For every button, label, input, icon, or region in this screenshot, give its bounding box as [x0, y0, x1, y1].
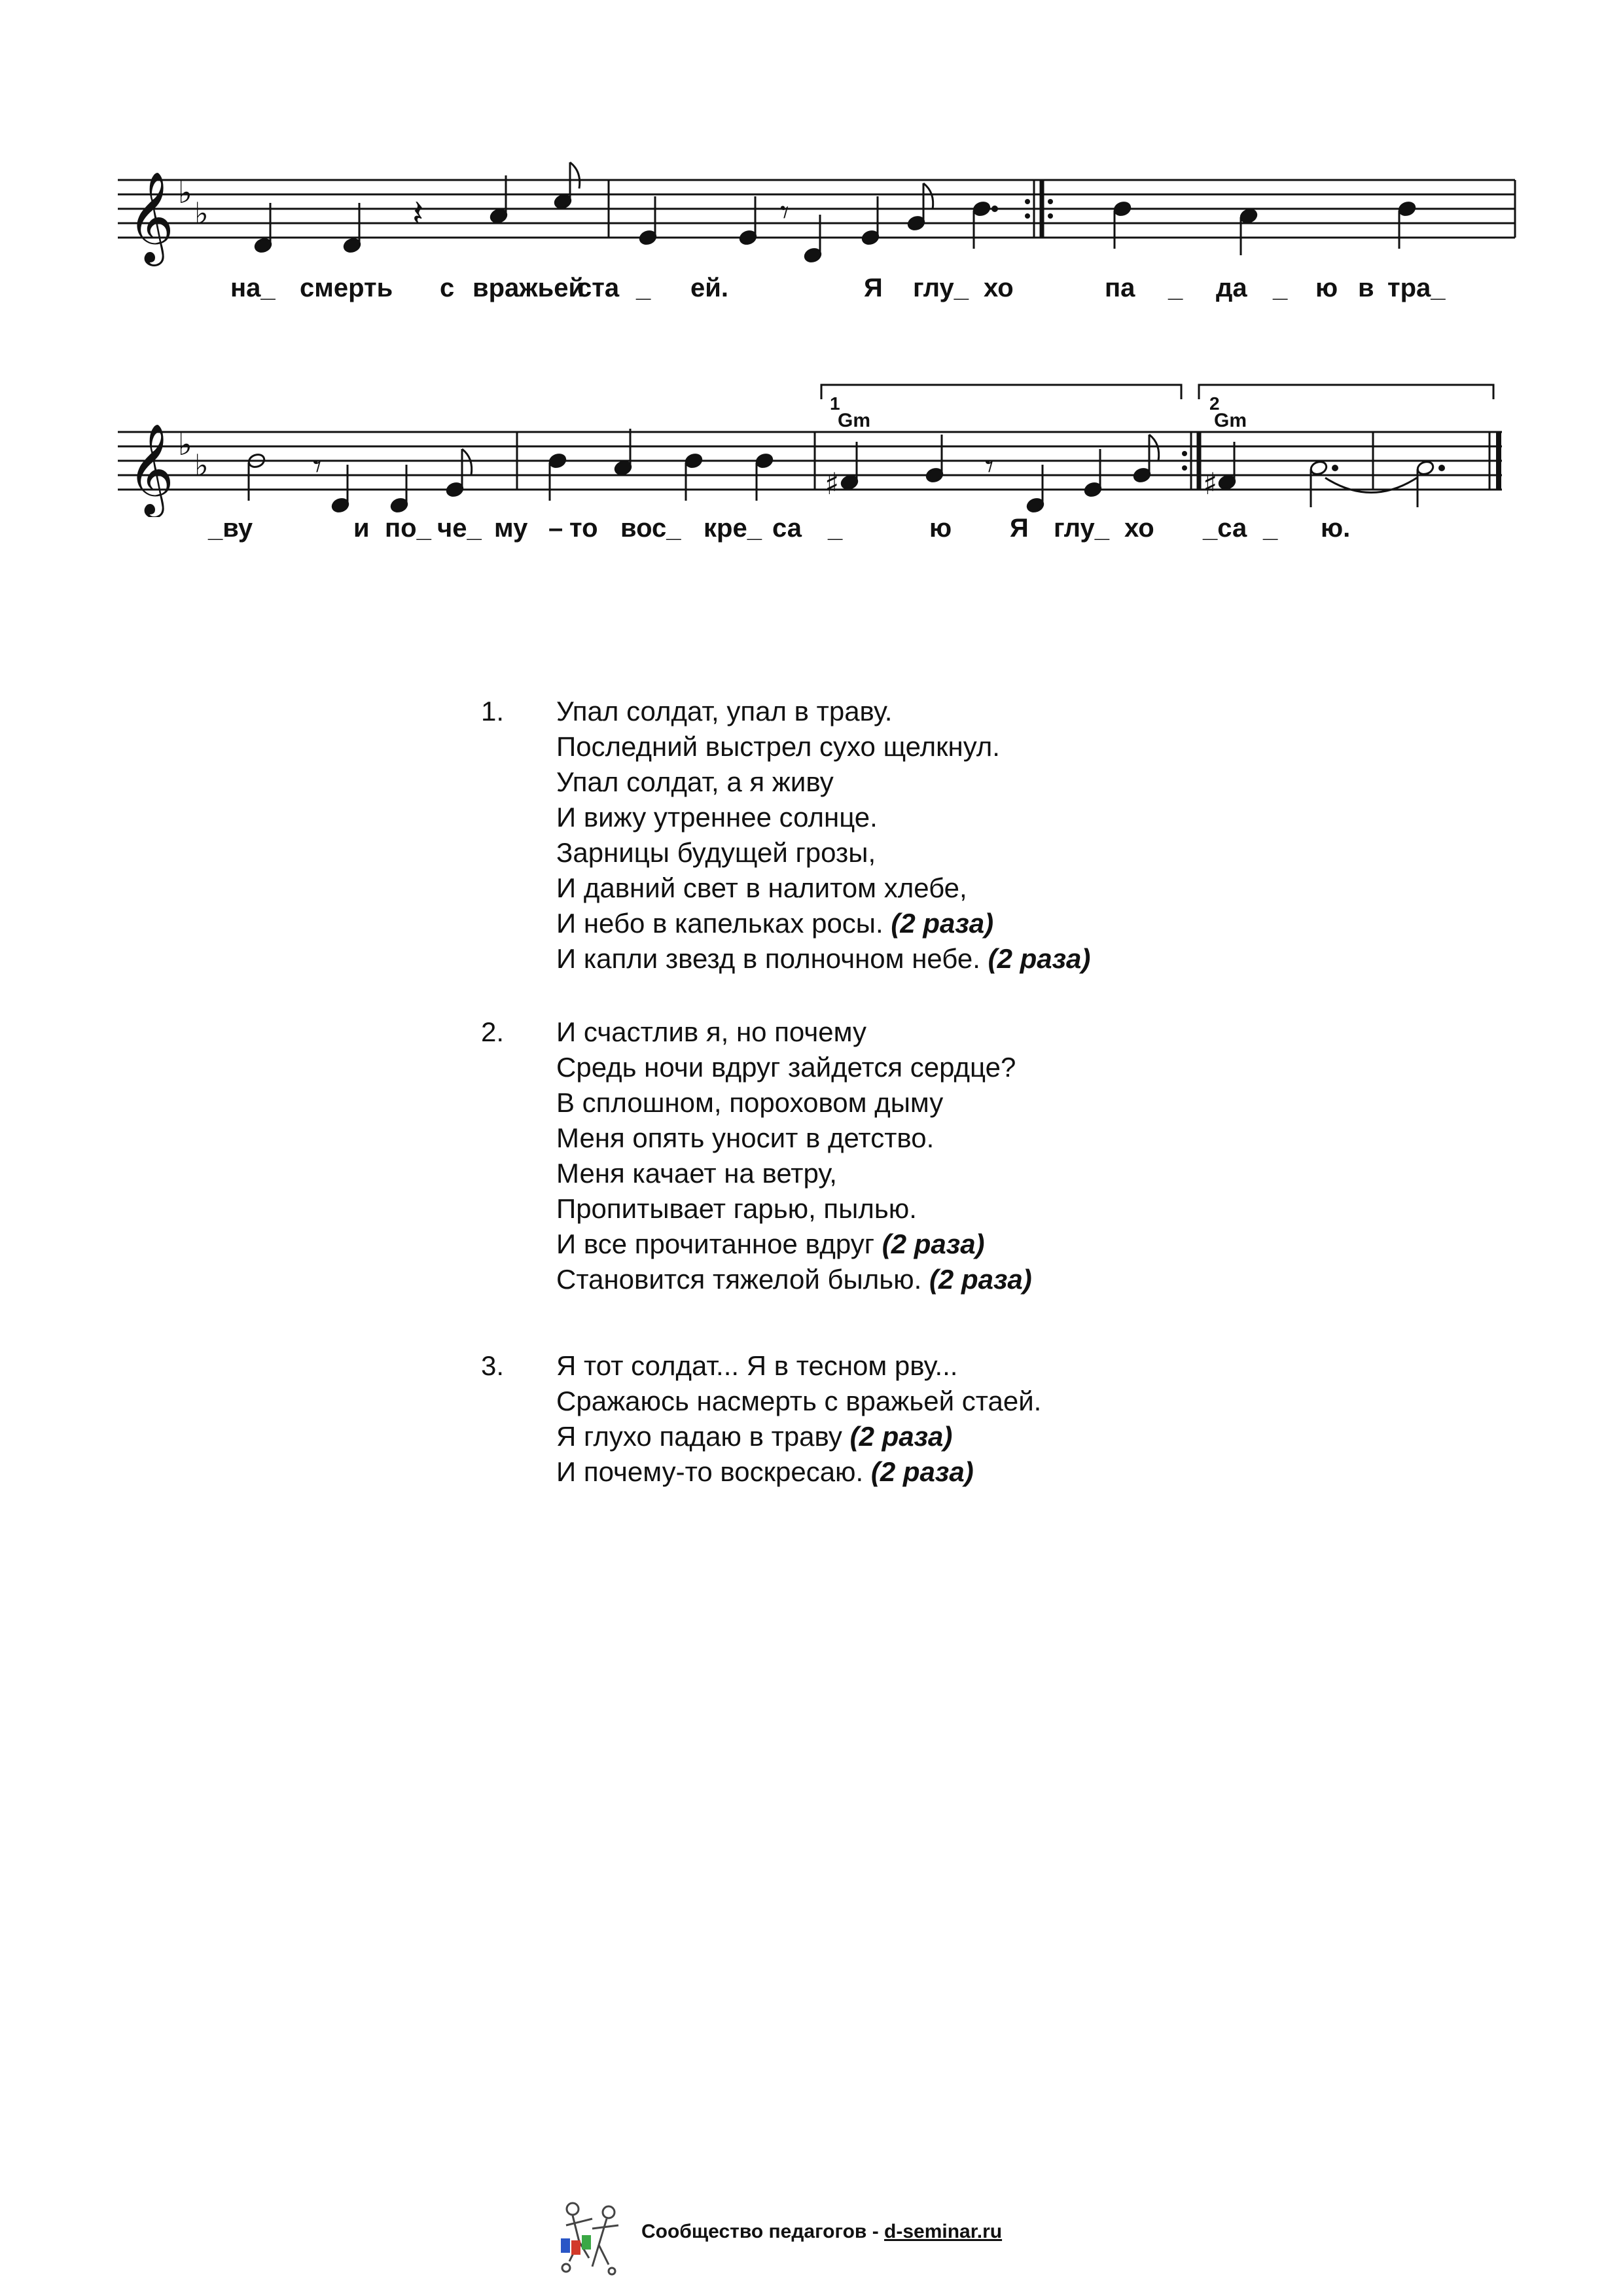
- lyric-syllable: глу_: [1054, 514, 1110, 543]
- lyric-syllable: _ву: [208, 514, 253, 543]
- lyric-syllable: на_: [230, 274, 276, 302]
- verse-line: [556, 1419, 1041, 1454]
- verse-number: 1.: [481, 696, 505, 726]
- lyric-syllable: смерть: [300, 274, 393, 302]
- lyric-syllable: че_: [437, 514, 482, 543]
- repeat-marker: (2 раза): [870, 1456, 974, 1487]
- lyric-syllable: с: [440, 274, 455, 302]
- lyric-syllable: му: [494, 514, 528, 543]
- verse-line-text: Зарницы будущей грозы,: [556, 837, 876, 868]
- lyric-syllable: _: [636, 274, 651, 302]
- verse-line-text: И капли звезд в полночном небе.: [556, 943, 980, 974]
- footer-label: Сообщество педагогов -: [641, 2221, 879, 2242]
- lyric-syllable: вос_: [620, 514, 681, 543]
- verse-number: 3.: [481, 1350, 505, 1381]
- flat-icon: ♭: [178, 175, 192, 210]
- verse-line: [556, 1085, 1032, 1121]
- verse-line-text: Становится тяжелой былью.: [556, 1264, 922, 1295]
- verse-line: [556, 1227, 1032, 1262]
- verse-line: [556, 800, 1090, 835]
- lyric-syllable: Я: [1010, 514, 1029, 543]
- verse-line: [556, 1156, 1032, 1191]
- verse-line: [556, 1454, 1041, 1490]
- lyric-syllable: ю: [1315, 274, 1338, 302]
- second-ending-number: 2: [1209, 393, 1220, 414]
- lyric-syllable: _: [828, 514, 843, 543]
- lyric-syllable: ста: [577, 274, 620, 302]
- repeat-marker: (2 раза): [929, 1264, 1032, 1295]
- repeat-marker: (2 раза): [891, 908, 994, 939]
- lyric-syllable: Я: [864, 274, 883, 302]
- lyric-syllable: _: [1263, 514, 1278, 543]
- lyric-syllable: _: [1273, 274, 1288, 302]
- lyric-syllable: ю.: [1321, 514, 1351, 543]
- verse-line-text: Пропитывает гарью, пылью.: [556, 1193, 917, 1224]
- verse-line-text: В сплошном, пороховом дыму: [556, 1087, 944, 1118]
- verse-line: [556, 1050, 1032, 1085]
- verse-line-text: И давний свет в налитом хлебе,: [556, 872, 967, 903]
- verse-line-text: Сражаюсь насмерть с вражьей стаей.: [556, 1386, 1042, 1416]
- volta-brackets: [821, 385, 1493, 399]
- verse-line: [556, 941, 1090, 977]
- lyric-syllable: в: [1358, 274, 1374, 302]
- verse-line: [556, 1262, 1032, 1297]
- lyric-syllable: _: [1168, 274, 1183, 302]
- eighth-rest-icon: 𝄾: [313, 447, 322, 486]
- verse-line-text: И все прочитанное вдруг: [556, 1229, 875, 1259]
- verse-line: [556, 1348, 1041, 1384]
- lyric-syllable: и: [353, 514, 370, 543]
- flat-icon: ♭: [194, 196, 209, 231]
- chord-symbol-gm-1: Gm: [838, 410, 871, 431]
- verse-line-text: Меня опять уносит в детство.: [556, 1122, 935, 1153]
- sharp-icon: ♯: [1203, 466, 1218, 501]
- repeat-marker: (2 раза): [882, 1229, 985, 1259]
- verse-line-text: И вижу утреннее солнце.: [556, 802, 878, 833]
- verse-line-text: И почему-то воскресаю.: [556, 1456, 864, 1487]
- verse-line-text: Я тот солдат... Я в тесном рву...: [556, 1350, 958, 1381]
- verse-line-text: Я глухо падаю в траву: [556, 1421, 842, 1452]
- lyric-syllable: то: [569, 514, 598, 543]
- treble-clef-icon: 𝄞: [128, 171, 174, 262]
- footer-link[interactable]: d-seminar.ru: [884, 2221, 1003, 2242]
- verse-line: [556, 870, 1090, 906]
- flat-icon: ♭: [194, 448, 209, 483]
- verse-line-text: Меня качает на ветру,: [556, 1158, 837, 1189]
- lyric-syllable: хо: [1124, 514, 1154, 543]
- verse-line-text: Средь ночи вдруг зайдется сердце?: [556, 1052, 1016, 1083]
- verse-line-text: Упал солдат, а я живу: [556, 766, 834, 797]
- verse-line-text: Упал солдат, упал в траву.: [556, 696, 893, 726]
- lyric-syllable: _са: [1203, 514, 1247, 543]
- verse-number: 2.: [481, 1016, 505, 1047]
- verse-line: [556, 906, 1090, 941]
- lyrics-line-1: [0, 274, 1623, 313]
- first-ending-number: 1: [830, 393, 840, 414]
- repeat-marker: (2 раза): [849, 1421, 953, 1452]
- lyric-syllable: да: [1216, 274, 1247, 302]
- footer-text: [641, 2221, 1002, 2243]
- verse-line: [556, 1014, 1032, 1050]
- eighth-rest-icon: 𝄾: [985, 447, 994, 486]
- verse-line: [556, 1384, 1041, 1419]
- eighth-rest-icon: 𝄾: [780, 193, 789, 232]
- lyric-syllable: хо: [984, 274, 1014, 302]
- lyric-syllable: глу_: [913, 274, 969, 302]
- lyric-syllable: –: [548, 514, 563, 543]
- children-logo-icon: [546, 2189, 638, 2281]
- repeat-marker: (2 раза): [988, 943, 1091, 974]
- verse-line: [556, 694, 1090, 729]
- lyric-syllable: кре_: [704, 514, 762, 543]
- lyric-syllable: ей.: [690, 274, 728, 302]
- footer: [546, 2189, 1070, 2281]
- quarter-rest-icon: 𝄽: [412, 192, 424, 235]
- verse-line-text: И небо в капельках росы.: [556, 908, 883, 939]
- verse-line-text: Последний выстрел сухо щелкнул.: [556, 731, 1000, 762]
- lyric-syllable: са: [772, 514, 802, 543]
- lyrics-line-2: [0, 514, 1623, 553]
- chord-symbol-gm-2: Gm: [1214, 410, 1247, 431]
- verse-line: [556, 835, 1090, 870]
- sharp-icon: ♯: [825, 466, 840, 501]
- lyric-syllable: па: [1105, 274, 1135, 302]
- lyric-syllable: вражьей: [473, 274, 585, 302]
- staff-line-1: [0, 151, 1623, 268]
- lyric-syllable: тра_: [1387, 274, 1446, 302]
- staff-line-2: [0, 367, 1623, 517]
- lyric-syllable: ю: [929, 514, 952, 543]
- verse-line: [556, 1121, 1032, 1156]
- verse-line: [556, 1191, 1032, 1227]
- verse-line-text: И счастлив я, но почему: [556, 1016, 866, 1047]
- treble-clef-icon: 𝄞: [128, 423, 174, 514]
- flat-icon: ♭: [178, 427, 192, 462]
- verse-line: [556, 729, 1090, 764]
- verse-line: [556, 764, 1090, 800]
- lyric-syllable: по_: [385, 514, 431, 543]
